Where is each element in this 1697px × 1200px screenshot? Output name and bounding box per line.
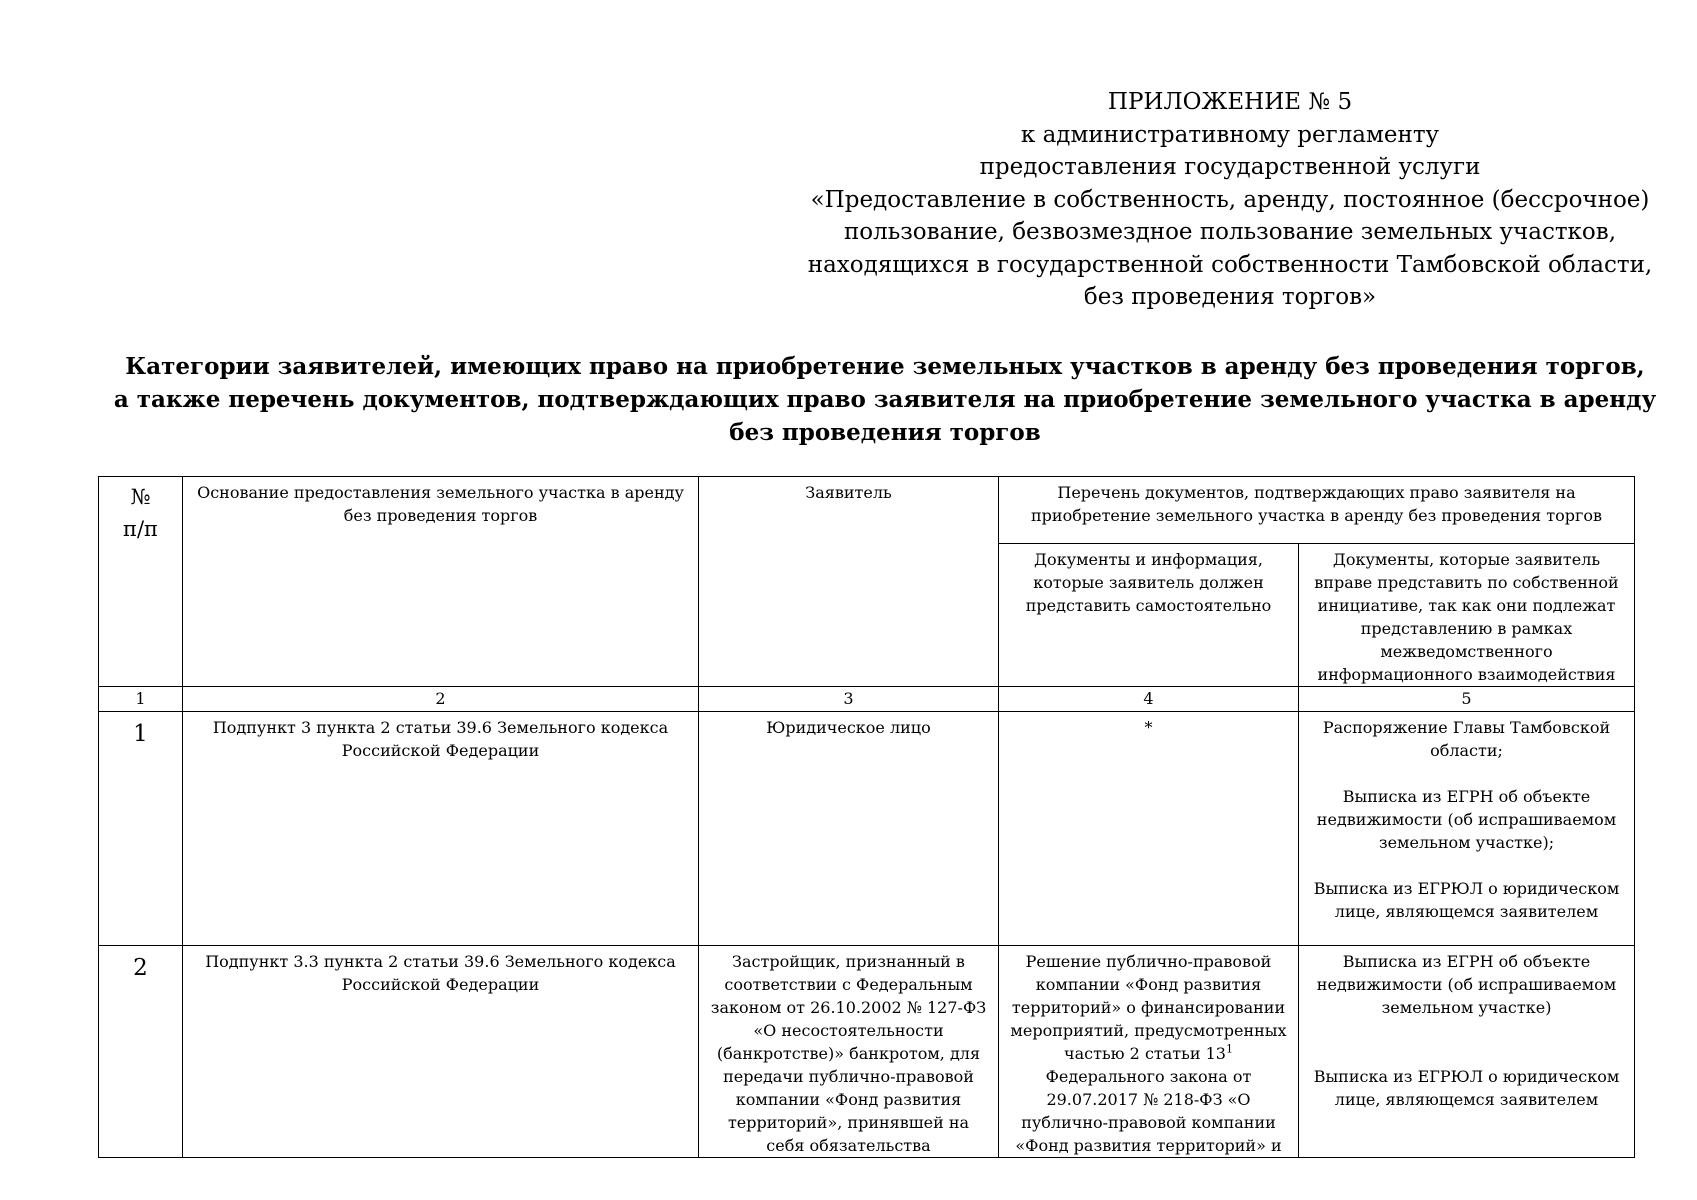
column-number: 5 xyxy=(1299,687,1635,712)
column-number: 1 xyxy=(99,687,183,712)
appendix-line: предоставления государственной услуги xyxy=(979,154,1481,180)
document-item: Выписка из ЕГРЮЛ о юридическом лице, являющемся заявителем xyxy=(1313,1067,1620,1109)
appendix-line: без проведения торгов» xyxy=(1083,284,1377,310)
row-docs-self: * xyxy=(999,712,1299,946)
row-basis: Подпункт 3.3 пункта 2 статьи 39.6 Земельного кодекса Российской Федерации xyxy=(183,946,699,1158)
appendix-header xyxy=(780,86,1680,314)
table-header-row xyxy=(99,477,1635,544)
title-line: Категории заявителей, имеющих право на приобретение земельных участков в аренду без проведения торгов, xyxy=(125,353,1645,380)
appendix-line: пользование, безвозмездное пользование земельных участков, xyxy=(843,219,1617,245)
superscript: 1 xyxy=(1225,1042,1233,1056)
table-row xyxy=(99,946,1635,1158)
header-docs-self: Документы и информация, которые заявитель должен представить самостоятельно xyxy=(999,544,1299,687)
document-item: Распоряжение Главы Тамбовской области; xyxy=(1322,718,1611,760)
document-item: Выписка из ЕГРН об объекте недвижимости (об испрашиваемом земельном участке); xyxy=(1316,787,1617,852)
document-title xyxy=(100,350,1670,449)
column-numbers-row xyxy=(99,687,1635,712)
header-docs-optional: Документы, которые заявитель вправе представить по собственной инициативе, так как они подлежат представлению в рамках межведомственного информационного взаимодействия xyxy=(1299,544,1635,687)
row-docs-self: Решение публично-правовой компании «Фонд развития территорий» о финансировании мероприятий, предусмотренных частью 2 статьи $13^1$ Федерального закона от 29.07.2017 № 218-ФЗ «О публично-правовой компании «Фонд развития территорий» и xyxy=(999,946,1299,1158)
row-applicant: Застройщик, признанный в соответствии с Федеральным законом от 26.10.2002 № 127-ФЗ «О несостоятельности (банкротстве)» банкротом, для передачи публично-правовой компании «Фонд развития территорий», принявшей на себя обязательства xyxy=(699,946,999,1158)
appendix-line: находящихся в государственной собственности Тамбовской области, xyxy=(807,251,1653,278)
appendix-line: «Предоставление в собственность, аренду, постоянное (бессрочное) xyxy=(810,186,1650,213)
column-number: 2 xyxy=(183,687,699,712)
title-line: а также перечень документов, подтверждающих право заявителя на приобретение земельного участка в аренду xyxy=(113,386,1657,413)
applicants-table xyxy=(98,476,1635,1158)
document-item: Выписка из ЕГРЮЛ о юридическом лице, являющемся заявителем xyxy=(1313,879,1620,921)
document-item: Выписка из ЕГРН об объекте недвижимости (об испрашиваемом земельном участке) xyxy=(1316,952,1617,1017)
header-docs-group: Перечень документов, подтверждающих право заявителя на приобретение земельного участка в аренду без проведения торгов xyxy=(999,477,1635,544)
column-number: 3 xyxy=(699,687,999,712)
header-applicant: Заявитель xyxy=(699,477,999,687)
row-number: 1 xyxy=(99,712,183,946)
row-docs-optional xyxy=(1299,712,1635,946)
appendix-number: ПРИЛОЖЕНИЕ № 5 xyxy=(1107,89,1353,115)
column-number: 4 xyxy=(999,687,1299,712)
row-docs-optional xyxy=(1299,946,1635,1158)
header-number: № п/п xyxy=(99,477,183,687)
title-line: без проведения торгов xyxy=(729,419,1041,446)
header-basis: Основание предоставления земельного участка в аренду без проведения торгов xyxy=(183,477,699,687)
appendix-line: к административному регламенту xyxy=(1020,121,1440,148)
row-basis: Подпункт 3 пункта 2 статьи 39.6 Земельного кодекса Российской Федерации xyxy=(183,712,699,946)
row-applicant: Юридическое лицо xyxy=(699,712,999,946)
table-row xyxy=(99,712,1635,946)
row-number: 2 xyxy=(99,946,183,1158)
